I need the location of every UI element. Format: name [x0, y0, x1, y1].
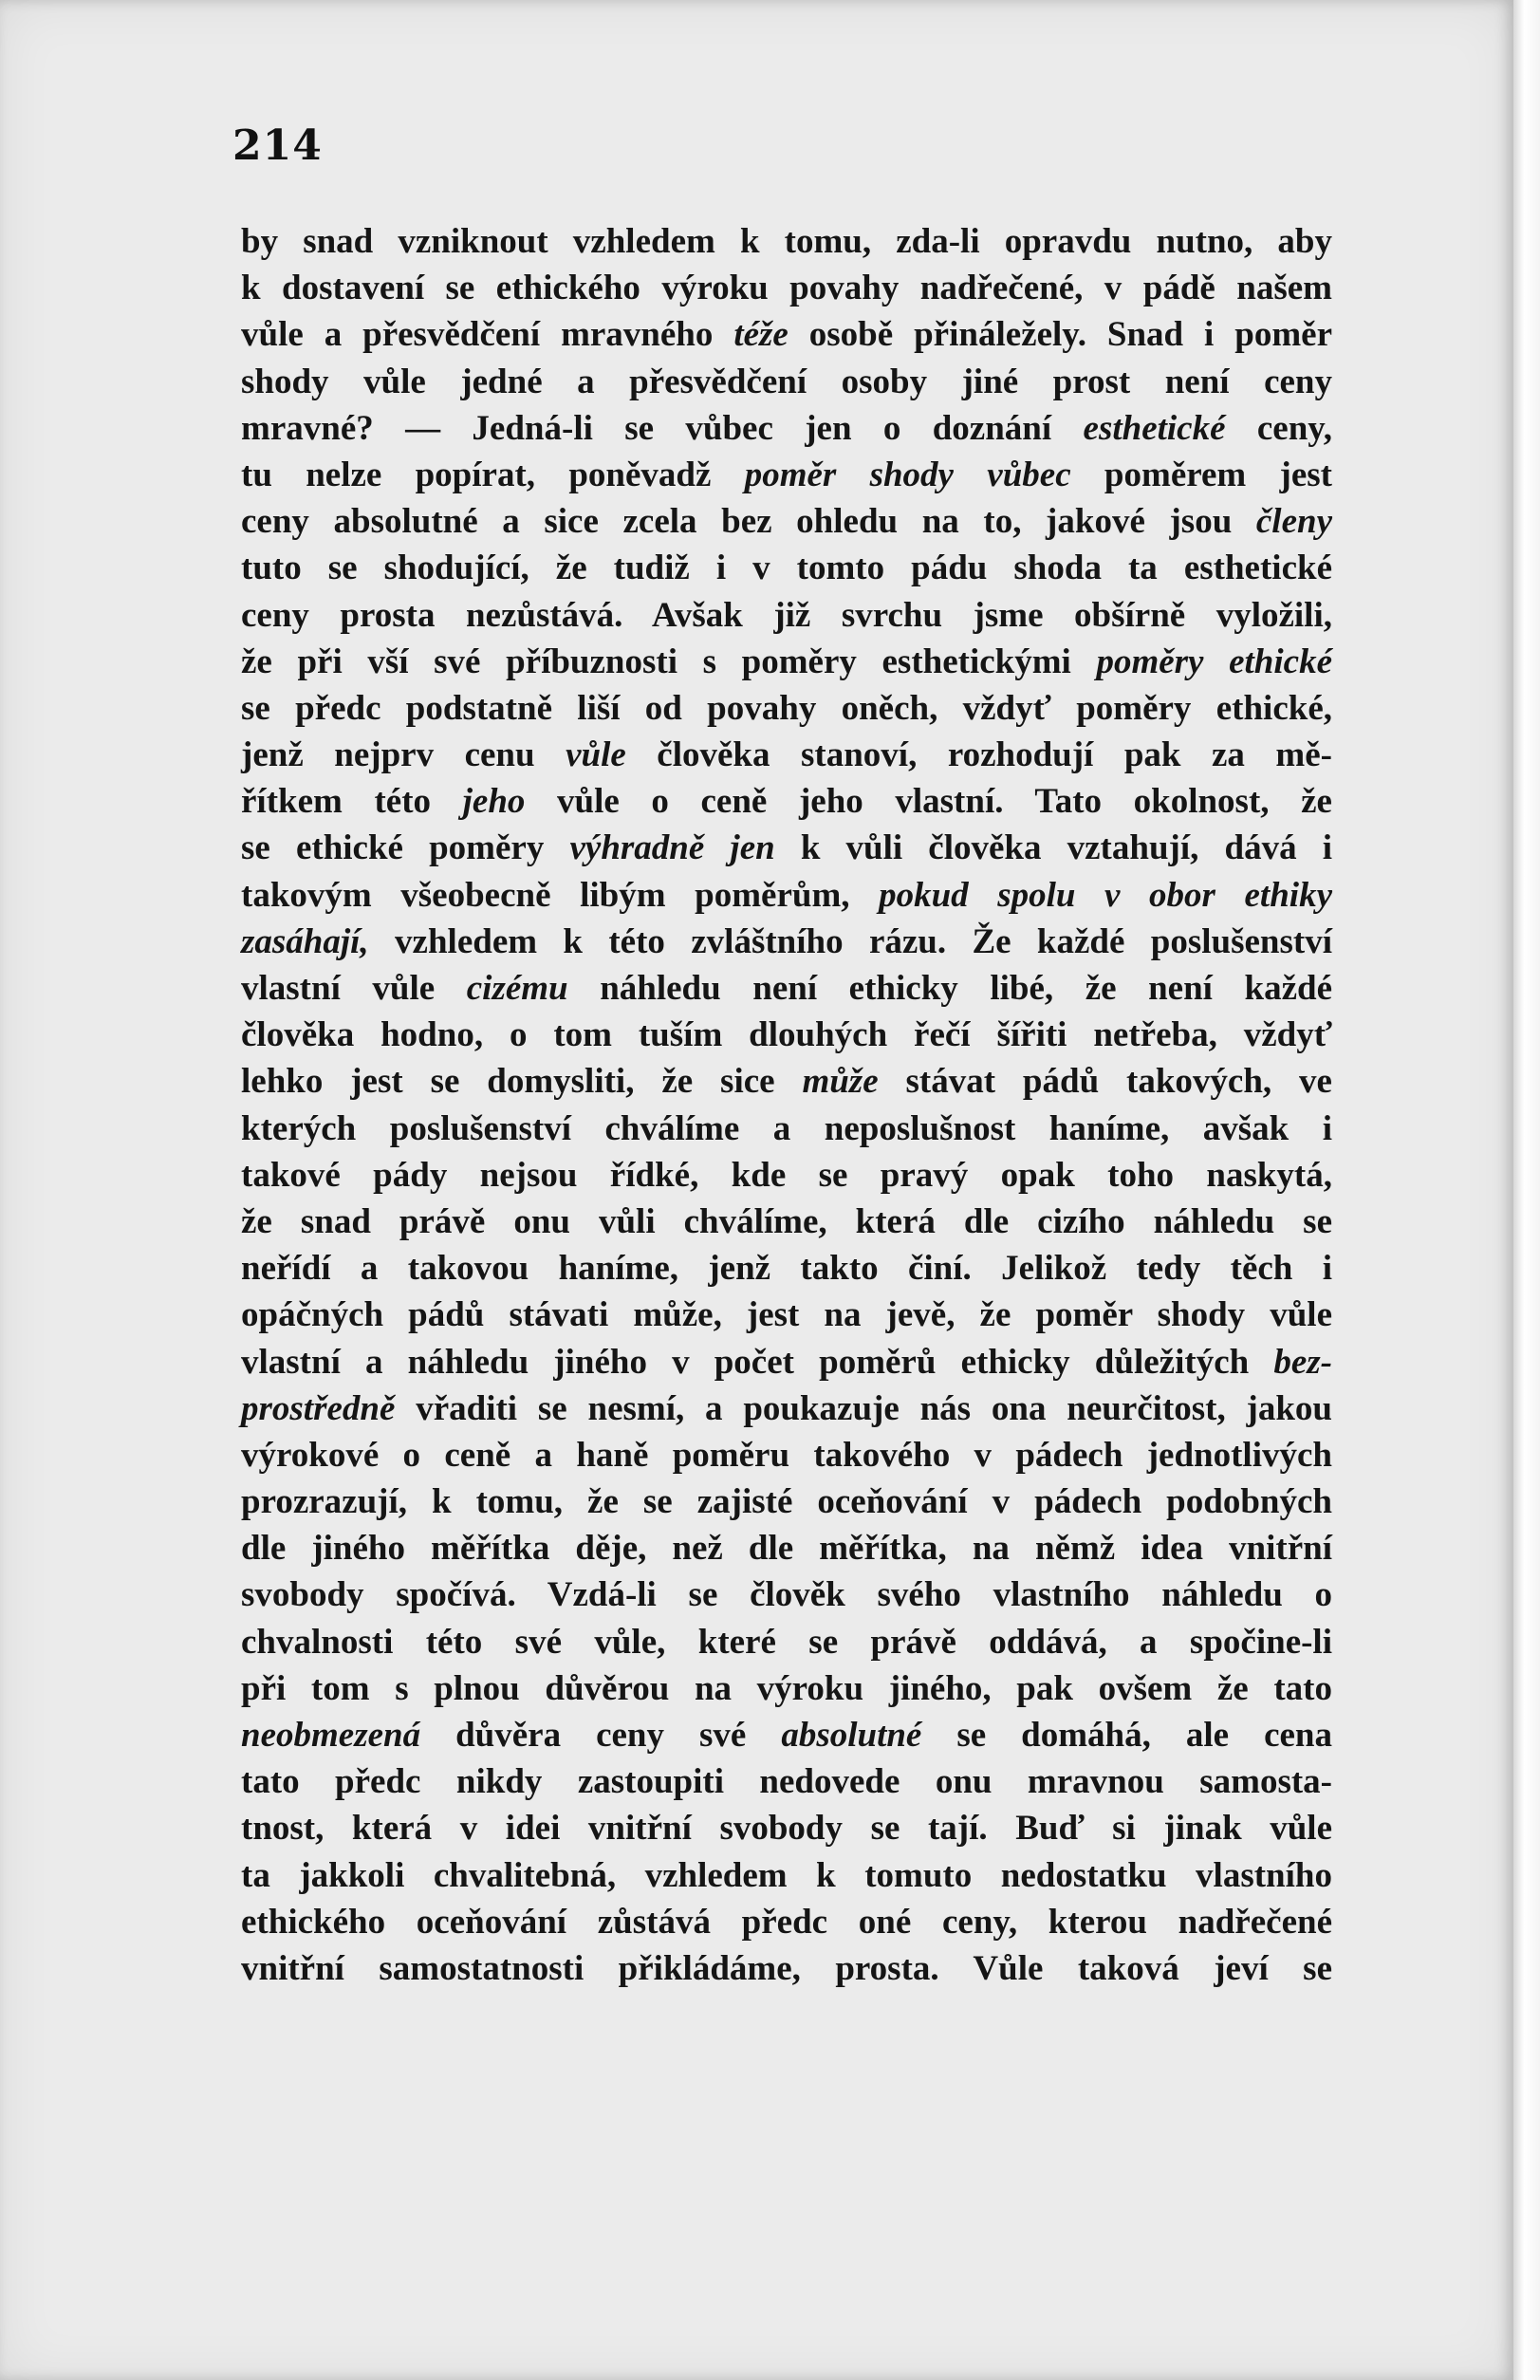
italic-segment: výhradně jen — [569, 828, 775, 868]
text-segment: tu nelze popírat, poněvadž — [241, 455, 745, 494]
page-edge — [1513, 0, 1540, 2380]
text-segment: že snad právě onu vůli chválíme, která dle cizího náhledu se — [241, 1201, 1332, 1241]
text-segment: takové pády nejsou řídké, kde se pravý opak toho naskytá, — [241, 1155, 1332, 1195]
text-line — [241, 919, 1332, 965]
text-line — [241, 1758, 1332, 1805]
text-segment: ceny absolutné a sice zcela bez ohledu na to, jakové jsou — [241, 502, 1256, 542]
text-segment: vřaditi se nesmí, a poukazuje nás ona neurčitost, jakou — [395, 1388, 1332, 1428]
text-segment: mravné? — Jedná-li se vůbec jen o doznání — [241, 408, 1084, 448]
text-line — [241, 1385, 1332, 1432]
italic-segment: poměr shody vůbec — [744, 455, 1071, 494]
text-line — [241, 1571, 1332, 1618]
text-segment: tuto se shodující, že tudiž i v tomto pádu shoda ta esthetické — [241, 549, 1332, 588]
text-segment: člověka hodno, o tom tuším dlouhých řečí šířiti netřeba, vždyť — [241, 1015, 1332, 1055]
text-segment: prozrazují, k tomu, že se zajisté oceňování v pádech podobných — [241, 1482, 1332, 1522]
text-line — [241, 778, 1332, 825]
text-segment: vlastní a náhledu jiného v počet poměrů ethicky důležitých — [241, 1342, 1274, 1382]
text-line — [241, 218, 1332, 265]
text-segment: ceny prosta nezůstává. Avšak již svrchu jsme obšírně vyložili, — [241, 595, 1332, 635]
text-segment: se ethické poměry — [241, 828, 570, 868]
text-segment: lehko jest se domysliti, že sice — [241, 1062, 803, 1102]
text-line — [241, 1058, 1332, 1105]
italic-segment: cizému — [466, 969, 568, 1008]
text-segment: vnitřní samostatnosti přikládáme, prosta. Vůle taková jeví se — [241, 1948, 1332, 1988]
text-segment: k vůli člověka vztahují, dává i — [774, 828, 1332, 868]
text-line — [241, 685, 1332, 732]
text-line — [241, 545, 1332, 591]
italic-segment: poměry ethické — [1096, 641, 1332, 681]
text-segment: vlastní vůle — [241, 969, 467, 1008]
text-line — [241, 872, 1332, 919]
text-segment: jenž nejprv cenu — [241, 735, 566, 775]
text-segment: chvalnosti této své vůle, které se právě oddává, a spočine-li — [241, 1622, 1332, 1662]
text-segment: při tom s plnou důvěrou na výroku jiného, pak ovšem že tato — [241, 1668, 1332, 1708]
text-segment: vzhledem k této zvláštního rázu. Že každé poslušenství — [368, 921, 1332, 961]
text-segment: neřídí a takovou haníme, jenž takto činí. Jelikož tedy těch i — [241, 1249, 1332, 1289]
text-line — [241, 1339, 1332, 1385]
text-segment: opáčných pádů stávati může, jest na jevě, že poměr shody vůle — [241, 1295, 1332, 1335]
text-line — [241, 311, 1332, 358]
text-line — [241, 592, 1332, 639]
text-line — [241, 405, 1332, 452]
text-segment: důvěra ceny své — [420, 1716, 782, 1755]
text-segment: člověka stanoví, rozhodují pak za mě- — [625, 735, 1332, 775]
text-segment: osobě přináležely. Snad i poměr — [788, 315, 1332, 355]
italic-segment: neobmezená — [241, 1716, 421, 1755]
italic-segment: prostředně — [241, 1388, 396, 1428]
text-line — [241, 639, 1332, 685]
italic-segment: zasáhají, — [241, 921, 369, 961]
text-segment: poměrem jest — [1070, 455, 1332, 494]
text-segment: náhledu není ethicky libé, že není každé — [567, 969, 1333, 1008]
text-line — [241, 498, 1332, 545]
body-text — [241, 218, 1332, 1992]
text-segment: se předc podstatně liší od povahy oněch, vždyť poměry ethické, — [241, 688, 1332, 728]
text-segment: takovým všeobecně libým poměrům, — [241, 875, 880, 915]
text-segment: řítkem této — [241, 782, 463, 822]
italic-segment: členy — [1255, 502, 1332, 542]
italic-segment: jeho — [462, 782, 526, 822]
page-number: 214 — [232, 121, 323, 170]
text-line — [241, 1152, 1332, 1199]
text-line — [241, 1292, 1332, 1338]
text-line — [241, 1525, 1332, 1571]
text-line — [241, 359, 1332, 405]
italic-segment: téže — [733, 315, 789, 355]
italic-segment: bez- — [1273, 1342, 1332, 1382]
text-line — [241, 825, 1332, 871]
italic-segment: může — [802, 1062, 879, 1102]
text-line — [241, 732, 1332, 778]
text-segment: výrokové o ceně a haně poměru takového v pádech jednotlivých — [241, 1435, 1332, 1475]
text-line — [241, 1712, 1332, 1758]
text-segment: se domáhá, ale cena — [921, 1716, 1332, 1755]
text-line — [241, 1478, 1332, 1525]
italic-segment: vůle — [566, 735, 626, 775]
italic-segment: esthetické — [1083, 408, 1226, 448]
text-line — [241, 1619, 1332, 1665]
text-segment: k dostavení se ethického výroku povahy nadřečené, v pádě našem — [241, 269, 1332, 308]
text-line — [241, 1106, 1332, 1152]
text-line — [241, 1012, 1332, 1058]
text-line — [241, 965, 1332, 1012]
italic-segment: pokud spolu v obor ethiky — [879, 875, 1332, 915]
text-segment: by snad vzniknout vzhledem k tomu, zda-li opravdu nutno, aby — [241, 222, 1332, 261]
text-segment: kterých poslušenství chválíme a neposlušnost haníme, avšak i — [241, 1108, 1332, 1148]
text-segment: svobody spočívá. Vzdá-li se člověk svého vlastního náhledu o — [241, 1575, 1332, 1615]
text-line — [241, 1805, 1332, 1851]
italic-segment: absolutné — [781, 1716, 922, 1755]
text-segment: stávat pádů takových, ve — [878, 1062, 1332, 1102]
text-line — [241, 265, 1332, 311]
text-segment: že při vší své příbuznosti s poměry esthetickými — [241, 641, 1097, 681]
text-line — [241, 1432, 1332, 1478]
text-line — [241, 452, 1332, 498]
text-segment: ta jakkoli chvalitebná, vzhledem k tomuto nedostatku vlastního — [241, 1855, 1332, 1895]
text-line — [241, 1945, 1332, 1992]
text-line — [241, 1245, 1332, 1292]
text-segment: ethického oceňování zůstává předc oné ceny, kterou nadřečené — [241, 1902, 1332, 1942]
text-line — [241, 1665, 1332, 1712]
text-segment: ceny, — [1225, 408, 1333, 448]
text-segment: tnost, která v idei vnitřní svobody se tají. Buď si jinak vůle — [241, 1809, 1332, 1849]
text-segment: dle jiného měřítka děje, než dle měřítka, na němž idea vnitřní — [241, 1529, 1332, 1569]
text-line — [241, 1852, 1332, 1899]
text-segment: shody vůle jedné a přesvědčení osoby jiné prost není ceny — [241, 362, 1332, 401]
text-line — [241, 1199, 1332, 1245]
text-segment: vůle o ceně jeho vlastní. Tato okolnost, že — [525, 782, 1332, 822]
text-segment: vůle a přesvědčení mravného — [241, 315, 734, 355]
text-line — [241, 1899, 1332, 1945]
text-segment: tato předc nikdy zastoupiti nedovede onu mravnou samosta- — [241, 1762, 1332, 1802]
